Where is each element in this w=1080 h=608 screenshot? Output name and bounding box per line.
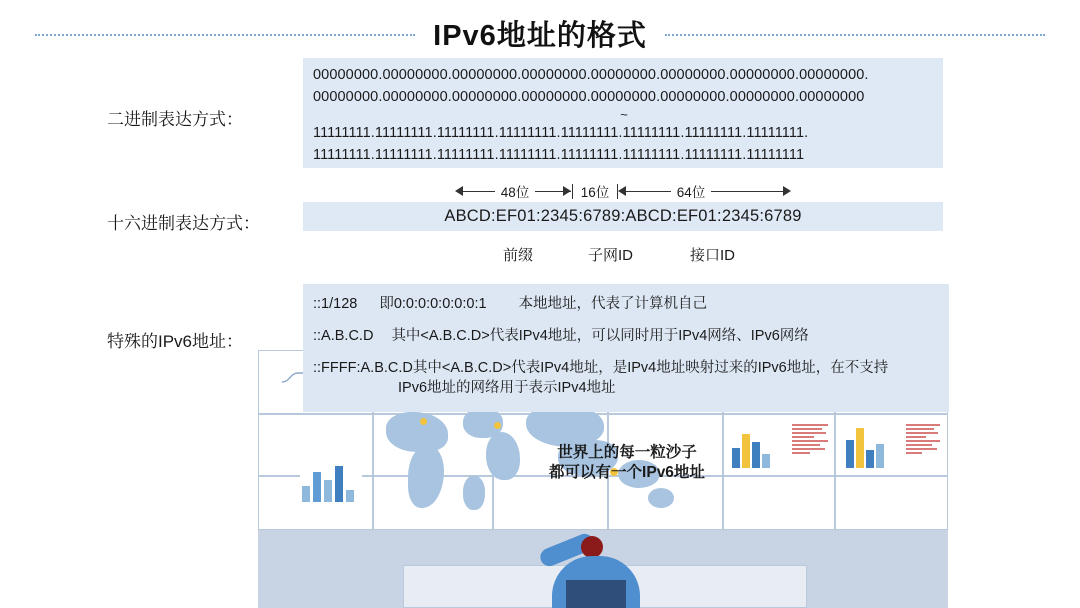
illustration-person-shirt: [566, 580, 626, 608]
illustration-person-head: [581, 536, 603, 558]
mini-text-lines: [906, 424, 942, 454]
slogan-line-2: 都可以有一个IPv6地址: [549, 464, 705, 481]
chart-bar: [346, 490, 354, 502]
ruler-line-3b: [711, 191, 787, 192]
map-marker: [494, 422, 501, 429]
ruler-line-1a: [459, 191, 495, 192]
page-title-row: [0, 10, 1080, 56]
illus-panel: [493, 476, 608, 530]
chart-bar: [762, 454, 770, 468]
mini-bar-chart: [300, 462, 362, 502]
map-marker: [420, 418, 427, 425]
special-item-2-desc: 其中<A.B.C.D>代表IPv4地址，可以同时用于IPv4网络、IPv6网络: [391, 328, 809, 344]
binary-line-3: 11111111.11111111.11111111.11111111.11111111.11111111.11111111.11111111.: [313, 125, 809, 141]
special-addresses-panel: [303, 284, 949, 412]
mini-text-lines: [792, 424, 830, 454]
chart-bar: [742, 434, 750, 468]
slogan-text: [527, 443, 727, 483]
illus-panel: [723, 476, 835, 530]
caption-interface-id: 接口ID: [690, 247, 736, 264]
mini-bar-chart: [730, 424, 784, 468]
ruler-label-16: 16位: [580, 185, 610, 200]
chart-bar: [866, 450, 874, 468]
caption-prefix: 前缀: [503, 247, 534, 264]
slogan-line-1: 世界上的每一粒沙子: [557, 444, 697, 461]
ruler-label-64: 64位: [676, 185, 706, 200]
ruler-line-3a: [625, 191, 671, 192]
chart-bar: [302, 486, 310, 502]
special-item-1: [313, 294, 935, 314]
map-continent: [648, 488, 674, 508]
special-item-1-desc: 本地地址，代表了计算机自己: [518, 296, 708, 312]
chart-bar: [732, 448, 740, 468]
bit-length-ruler: [455, 180, 800, 202]
chart-bar: [856, 428, 864, 468]
caption-subnet-id: 子网ID: [588, 247, 634, 264]
binary-line-4: 11111111.11111111.11111111.11111111.11111111.11111111.11111111.11111111: [313, 147, 805, 163]
binary-line-2: 00000000.00000000.00000000.00000000.00000000.00000000.00000000.00000000: [313, 89, 865, 105]
chart-bar: [324, 480, 332, 502]
ruler-label-48: 48位: [500, 185, 530, 200]
label-binary-notation: 二进制表达方式：: [107, 110, 243, 129]
page-title: IPv6地址的格式: [433, 19, 647, 52]
special-item-2: [313, 326, 935, 346]
chart-bar: [876, 444, 884, 468]
special-item-3-address: ::FFFF:A.B.C.D: [313, 360, 413, 376]
ruler-arrow-left-1: [455, 186, 463, 196]
chart-bar: [752, 442, 760, 468]
hex-representation-box: ABCD:EF01:2345:6789:ABCD:EF01:2345:6789: [303, 202, 943, 231]
illus-panel: [835, 476, 948, 530]
chart-bar: [313, 472, 321, 502]
special-item-2-address: ::A.B.C.D: [313, 328, 374, 344]
special-item-3-desc: 其中<A.B.C.D>代表IPv4地址，是IPv4地址映射过来的IPv6地址，在不支持: [412, 360, 889, 376]
ruler-arrow-right-1: [563, 186, 571, 196]
map-continent: [386, 412, 448, 452]
chart-bar: [335, 466, 343, 502]
map-continent: [463, 476, 485, 510]
special-item-3-desc-2: IPv6地址的网络用于表示IPv4地址: [398, 380, 616, 396]
special-item-3: [313, 358, 935, 398]
special-item-1-equivalent: 即0:0:0:0:0:0:0:1: [379, 296, 487, 312]
mini-bar-chart: [844, 424, 898, 468]
chart-bar: [846, 440, 854, 468]
title-rule-right: [665, 34, 1045, 36]
ruler-arrow-right-3: [783, 186, 791, 196]
label-hex-notation: 十六进制表达方式：: [107, 214, 260, 233]
title-rule-left: [35, 34, 415, 36]
binary-line-1: 00000000.00000000.00000000.00000000.00000000.00000000.00000000.00000000.: [313, 67, 869, 83]
binary-representation-box: [303, 58, 943, 168]
special-item-1-address: ::1/128: [313, 296, 358, 312]
label-special-addresses: 特殊的IPv6地址：: [107, 332, 244, 351]
binary-range-separator: ~: [620, 107, 628, 122]
